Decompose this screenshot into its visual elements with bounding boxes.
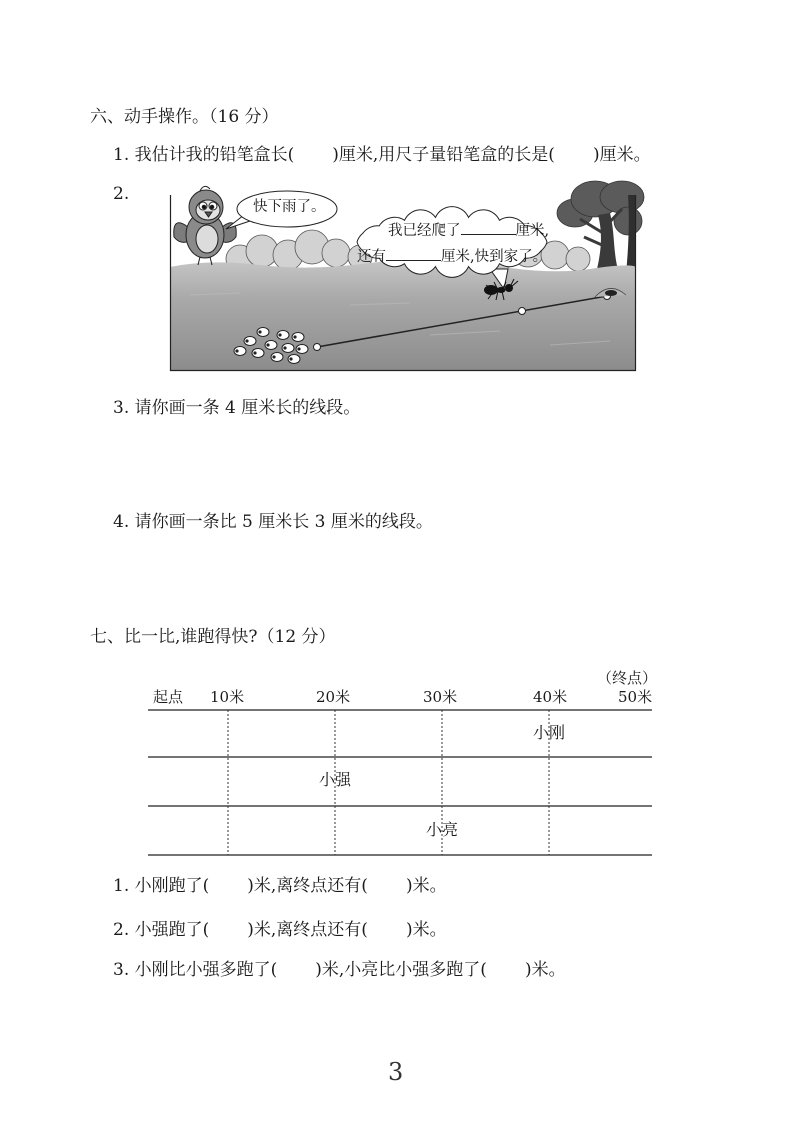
question-text: 3. 小刚比小强多跑了( <box>113 960 278 980</box>
ant-speech-text: 厘米,快到家了。 <box>441 249 548 265</box>
axis-label-50m: 50米 <box>618 688 653 706</box>
runner-label: 小亮 <box>425 820 459 839</box>
question-text: )米。 <box>405 876 447 896</box>
question-6-4: 4. 请你画一条比 5 厘米长 3 厘米的线段。 <box>113 512 433 532</box>
question-6-1 <box>113 145 651 165</box>
question-text: )米,离终点还有( <box>247 876 368 896</box>
question-7-2 <box>113 920 447 940</box>
question-text: )厘米。 <box>592 145 651 165</box>
ant-speech-line-1 <box>388 221 549 240</box>
fill-in-underline <box>386 247 441 261</box>
question-text: 1. 小刚跑了( <box>113 876 210 896</box>
question-text: )米。 <box>524 960 566 980</box>
axis-label-start: 起点 <box>153 688 184 706</box>
ant-speech-text: 厘米, <box>515 223 550 239</box>
runner-label: 小刚 <box>532 723 566 742</box>
question-text: 1. 我估计我的铅笔盒长( <box>113 145 295 165</box>
question-text: )米。 <box>405 920 447 940</box>
ant-speech-line-2 <box>357 247 547 266</box>
question-7-1 <box>113 876 447 896</box>
section-6-heading: 六、动手操作。（16 分） <box>90 107 279 127</box>
ant-and-bird-illustration <box>170 185 636 371</box>
start-point <box>314 344 321 351</box>
bird-speech-text: 快下雨了。 <box>253 199 326 215</box>
axis-label-20m: 20米 <box>316 688 351 706</box>
ant-speech-text: 还有 <box>357 249 386 265</box>
question-text: )米,离终点还有( <box>247 920 368 940</box>
ant-point <box>519 308 526 315</box>
axis-label-10m: 10米 <box>210 688 245 706</box>
axis-label-30m: 30米 <box>423 688 458 706</box>
section-7-heading: 七、比一比,谁跑得快?（12 分） <box>90 627 336 647</box>
race-track-grid <box>140 700 660 865</box>
fill-in-underline <box>461 221 516 235</box>
question-6-2-number: 2. <box>113 184 130 204</box>
question-text: )厘米,用尺子量铅笔盒的长是( <box>332 145 555 165</box>
ant-speech-text: 我已经爬了 <box>388 223 461 239</box>
question-6-3: 3. 请你画一条 4 厘米长的线段。 <box>113 398 361 418</box>
question-text: 2. 小强跑了( <box>113 920 210 940</box>
question-7-3 <box>113 960 566 980</box>
finish-label: （终点） <box>597 669 658 687</box>
question-text: )米,小亮比小强多跑了( <box>315 960 487 980</box>
page-number: 3 <box>388 1058 404 1086</box>
axis-label-40m: 40米 <box>533 688 568 706</box>
runner-label: 小强 <box>318 770 352 789</box>
